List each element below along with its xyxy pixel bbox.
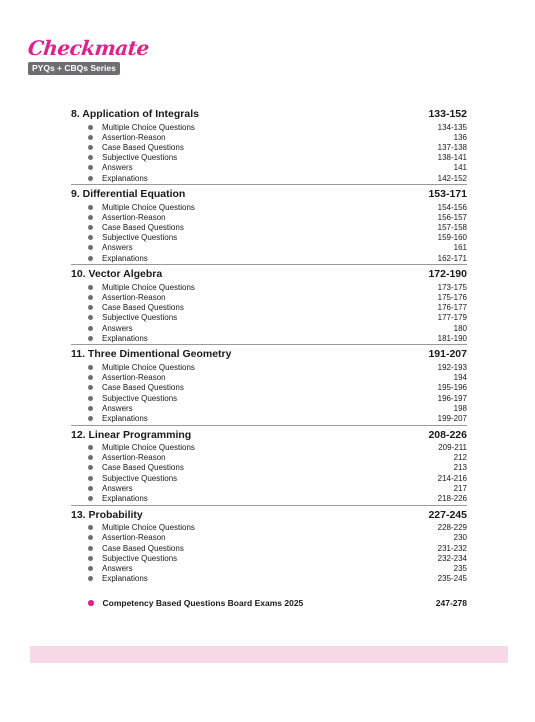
toc-item-label: Case Based Questions: [102, 463, 184, 473]
chapter-title: 11. Three Dimentional Geometry: [71, 348, 232, 361]
bullet-icon: [88, 245, 93, 250]
toc-item-label: Case Based Questions: [102, 142, 184, 152]
bullet-icon: [88, 165, 93, 170]
toc-item: [71, 163, 467, 173]
bullet-icon: [88, 556, 93, 561]
bullet-icon: [88, 496, 93, 501]
chapter-page-range: 133-152: [428, 108, 467, 120]
toc-item-pages: 231-232: [437, 543, 467, 553]
chapter-page-range: 227-245: [428, 508, 467, 521]
chapter-title: 12. Linear Programming: [71, 428, 192, 441]
toc-item: [71, 233, 467, 243]
toc-item: [71, 543, 467, 553]
toc-item-pages: 196-197: [437, 393, 467, 403]
toc-item-label: Subjective Questions: [102, 313, 178, 323]
bullet-icon: [88, 176, 93, 181]
toc-item: [71, 453, 467, 463]
toc-item-pages: 180: [453, 323, 467, 333]
footer-bar: [30, 646, 508, 663]
toc-item: [71, 523, 467, 533]
toc-item: [71, 333, 467, 343]
toc-item: [71, 443, 467, 453]
toc-item: [71, 202, 467, 212]
toc-item-pages: 161: [453, 243, 467, 253]
toc-item-label: Answers: [102, 563, 133, 573]
toc-item: [71, 303, 467, 313]
toc-item-label: Explanations: [102, 574, 148, 584]
chapter-heading: [71, 348, 467, 362]
bullet-icon: [88, 285, 93, 290]
bullet-icon: [88, 205, 93, 210]
chapter-page-range: 172-190: [428, 268, 467, 281]
chapter-heading: [71, 509, 467, 523]
toc-item: [71, 243, 467, 253]
bullet-icon: [88, 326, 93, 331]
toc-item: [71, 373, 467, 383]
toc-item-label: Explanations: [102, 413, 148, 423]
chapter-title: 9. Differential Equation: [71, 188, 186, 201]
toc-item: [71, 313, 467, 323]
toc-item-pages: 177-179: [437, 313, 467, 323]
bullet-icon: [88, 145, 93, 150]
chapter-section: [71, 268, 467, 345]
toc-item-label: Multiple Choice Questions: [102, 362, 195, 372]
toc-item-label: Multiple Choice Questions: [102, 122, 195, 132]
toc-item: [71, 393, 467, 403]
chapter-page-range: 208-226: [428, 428, 467, 441]
bullet-icon: [88, 375, 93, 380]
toc-item-label: Answers: [102, 323, 133, 333]
chapter-title: 13. Probability: [71, 508, 143, 521]
toc-item-pages: 159-160: [437, 233, 467, 243]
toc-item-pages: 157-158: [437, 223, 467, 233]
toc-item: [71, 323, 467, 333]
bullet-icon: [88, 295, 93, 300]
pink-bullet-icon: [88, 600, 94, 606]
chapter-section: [71, 509, 467, 585]
toc-item-label: Subjective Questions: [102, 473, 178, 483]
toc-item-pages: 176-177: [437, 303, 467, 313]
toc-item-pages: 212: [453, 453, 467, 463]
chapter-heading: [71, 429, 467, 443]
bullet-icon: [88, 336, 93, 341]
bullet-icon: [88, 525, 93, 530]
toc-item: [71, 563, 467, 573]
toc-item: [71, 292, 467, 302]
toc-item: [71, 223, 467, 233]
table-of-contents: [71, 108, 467, 609]
bullet-icon: [88, 315, 93, 320]
brand-logo: [26, 36, 151, 76]
bullet-icon: [88, 235, 93, 240]
bullet-icon: [88, 566, 93, 571]
bullet-icon: [88, 225, 93, 230]
toc-item-label: Multiple Choice Questions: [102, 202, 195, 212]
toc-item-label: Subjective Questions: [102, 153, 178, 163]
toc-item-label: Assertion-Reason: [102, 453, 166, 463]
competency-pages: 247-278: [435, 597, 467, 608]
toc-item: [71, 463, 467, 473]
bullet-icon: [88, 445, 93, 450]
toc-item-label: Subjective Questions: [102, 233, 178, 243]
toc-item: [71, 483, 467, 493]
bullet-icon: [88, 305, 93, 310]
bullet-icon: [88, 416, 93, 421]
chapter-title: 10. Vector Algebra: [71, 268, 163, 281]
bullet-icon: [88, 546, 93, 551]
toc-item-label: Explanations: [102, 494, 148, 504]
bullet-icon: [88, 215, 93, 220]
toc-item: [71, 282, 467, 292]
toc-item: [71, 383, 467, 393]
bullet-icon: [88, 385, 93, 390]
toc-item-label: Explanations: [102, 333, 148, 343]
toc-item-label: Answers: [102, 243, 133, 253]
toc-item-label: Multiple Choice Questions: [102, 523, 195, 533]
toc-item-pages: 134-135: [437, 122, 467, 132]
toc-item-pages: 173-175: [437, 282, 467, 292]
toc-item-label: Answers: [102, 483, 133, 493]
toc-item: [71, 173, 467, 183]
chapter-section: [71, 429, 467, 506]
toc-item: [71, 122, 467, 132]
toc-item-pages: 137-138: [437, 142, 467, 152]
toc-item-pages: 136: [453, 132, 467, 142]
chapter-heading: [71, 268, 467, 282]
toc-item: [71, 142, 467, 152]
toc-item: [71, 362, 467, 372]
bullet-icon: [88, 125, 93, 130]
toc-item-pages: 175-176: [437, 293, 467, 303]
bullet-icon: [88, 396, 93, 401]
toc-item-label: Multiple Choice Questions: [102, 282, 195, 292]
toc-item-label: Case Based Questions: [102, 383, 184, 393]
bullet-icon: [88, 135, 93, 140]
toc-item-label: Explanations: [102, 173, 148, 183]
toc-item-pages: 235: [453, 563, 467, 573]
chapter-section: [71, 188, 467, 265]
toc-item-pages: 213: [453, 463, 467, 473]
chapter-heading: [71, 188, 467, 202]
bullet-icon: [88, 155, 93, 160]
toc-item-pages: 209-211: [438, 443, 467, 453]
toc-item: [71, 413, 467, 423]
toc-item-label: Assertion-Reason: [102, 373, 166, 383]
toc-item-label: Explanations: [102, 253, 148, 263]
toc-item: [71, 553, 467, 563]
brand-title: Checkmate: [26, 36, 151, 60]
toc-item-label: Answers: [102, 403, 133, 413]
toc-item-pages: 138-141: [437, 153, 467, 163]
competency-section: [71, 597, 467, 609]
toc-item-pages: 142-152: [437, 173, 467, 183]
toc-item: [71, 153, 467, 163]
toc-item-label: Subjective Questions: [102, 553, 178, 563]
toc-item-pages: 214-216: [437, 473, 467, 483]
brand-subtitle-badge: PYQs + CBQs Series: [28, 62, 120, 75]
toc-item-pages: 194: [453, 373, 467, 383]
chapter-section: [71, 348, 467, 425]
bullet-icon: [88, 465, 93, 470]
toc-item: [71, 574, 467, 584]
bullet-icon: [88, 455, 93, 460]
toc-item-pages: 141: [453, 163, 467, 173]
bullet-icon: [88, 535, 93, 540]
toc-item-pages: 162-171: [437, 253, 467, 263]
toc-item-label: Assertion-Reason: [102, 132, 166, 142]
toc-item: [71, 493, 467, 503]
toc-item-label: Case Based Questions: [102, 223, 184, 233]
toc-item-label: Case Based Questions: [102, 543, 184, 553]
toc-item-pages: 232-234: [437, 553, 467, 563]
toc-item: [71, 212, 467, 222]
toc-item-label: Assertion-Reason: [102, 212, 166, 222]
bullet-icon: [88, 256, 93, 261]
chapter-title: 8. Application of Integrals: [71, 108, 199, 120]
toc-item-pages: 192-193: [437, 362, 467, 372]
bullet-icon: [88, 476, 93, 481]
chapter-page-range: 153-171: [428, 188, 467, 201]
toc-item-label: Assertion-Reason: [102, 293, 166, 303]
competency-label: Competency Based Questions Board Exams 2025: [102, 597, 304, 608]
toc-item-pages: 156-157: [437, 212, 467, 222]
chapter-section: [71, 108, 467, 185]
toc-item-label: Assertion-Reason: [102, 533, 166, 543]
toc-item-label: Case Based Questions: [102, 303, 184, 313]
toc-item-pages: 218-226: [437, 494, 467, 504]
toc-item: [71, 403, 467, 413]
toc-item-label: Multiple Choice Questions: [102, 443, 195, 453]
toc-item-pages: 228-229: [437, 523, 467, 533]
toc-item-pages: 154-156: [437, 202, 467, 212]
toc-item-label: Answers: [102, 163, 133, 173]
bullet-icon: [88, 576, 93, 581]
toc-item-pages: 217: [453, 483, 467, 493]
toc-item-pages: 230: [453, 533, 467, 543]
chapter-heading: [71, 108, 467, 122]
toc-item-label: Subjective Questions: [102, 393, 178, 403]
toc-item-pages: 181-190: [437, 333, 467, 343]
bullet-icon: [88, 486, 93, 491]
toc-item-pages: 199-207: [437, 413, 467, 423]
chapter-page-range: 191-207: [428, 348, 467, 361]
toc-item-pages: 198: [453, 403, 467, 413]
toc-item: [71, 253, 467, 263]
toc-item-pages: 195-196: [437, 383, 467, 393]
toc-item-pages: 235-245: [437, 574, 467, 584]
toc-item: [71, 132, 467, 142]
bullet-icon: [88, 406, 93, 411]
bullet-icon: [88, 365, 93, 370]
toc-item: [71, 473, 467, 483]
toc-item: [71, 533, 467, 543]
